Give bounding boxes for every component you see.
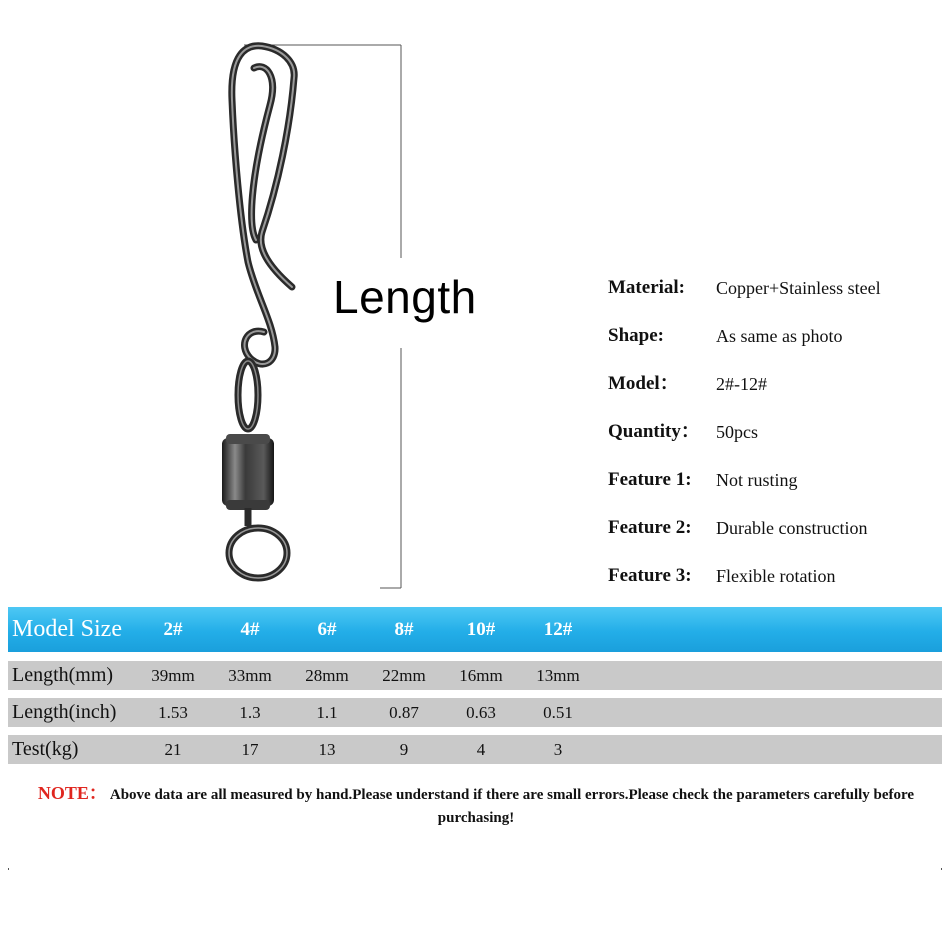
table-cell: 21 — [164, 739, 182, 759]
table-cell: 3 — [553, 739, 563, 759]
table-row-length-inch — [8, 698, 942, 727]
table-row-length-mm — [8, 661, 942, 690]
table-cell: 1.53 — [158, 702, 188, 722]
spec-value: Not rusting — [716, 470, 798, 490]
note-label: NOTE： — [37, 783, 107, 803]
edge-mark — [8, 868, 9, 870]
table-cell: 16mm — [459, 665, 503, 685]
swivel-barrel — [222, 434, 274, 510]
snap-clip — [232, 46, 294, 364]
table-cell: 4 — [476, 739, 486, 759]
table-cell: 0.51 — [543, 702, 573, 722]
table-cell: 9 — [399, 739, 409, 759]
table-row-test-kg — [8, 735, 942, 764]
note-paragraph — [10, 782, 942, 830]
header-cell: 12# — [543, 618, 573, 640]
spec-value: Copper+Stainless steel — [716, 278, 881, 298]
table-cell: 1.3 — [239, 702, 261, 722]
table-cell: 13 — [318, 739, 336, 759]
size-table-header — [8, 607, 942, 652]
table-cell: 33mm — [228, 665, 272, 685]
row-label: Length(mm) — [12, 664, 114, 686]
spec-label: Shape: — [608, 325, 664, 346]
spec-label: Feature 1: — [608, 469, 692, 490]
table-cell: 17 — [241, 739, 259, 759]
spec-value: 50pcs — [716, 422, 758, 442]
table-cell: 28mm — [305, 665, 349, 685]
spec-value: As same as photo — [716, 326, 843, 346]
table-cell: 13mm — [536, 665, 580, 685]
header-cell: 6# — [317, 618, 337, 640]
table-cell: 0.63 — [466, 702, 496, 722]
header-label: Model Size — [12, 616, 122, 642]
table-cell: 22mm — [382, 665, 426, 685]
spec-label: Feature 2: — [608, 517, 692, 538]
spec-label: Quantity： — [608, 421, 700, 442]
header-cell: 10# — [466, 618, 496, 640]
spec-value: Flexible rotation — [716, 566, 836, 586]
row-label: Length(inch) — [12, 701, 117, 723]
spec-label: Feature 3: — [608, 565, 692, 586]
header-cell: 4# — [240, 618, 260, 640]
edge-mark — [941, 868, 942, 870]
table-cell: 1.1 — [316, 702, 338, 722]
header-cell: 8# — [394, 618, 414, 640]
spec-label: Model： — [608, 373, 679, 394]
swivel-lower-ring — [229, 508, 287, 578]
length-label: Length — [333, 271, 477, 323]
row-label: Test(kg) — [12, 738, 79, 760]
header-cell: 2# — [163, 618, 183, 640]
spec-label: Material: — [608, 277, 686, 298]
table-cell: 0.87 — [389, 702, 419, 722]
swivel-upper-ring — [238, 361, 258, 429]
spec-value: Durable construction — [716, 518, 868, 538]
note-text: Above data are all measured by hand.Please understand if there are small errors.Please check the parameters carefully before purchasing! — [109, 787, 915, 826]
spec-value: 2#-12# — [716, 374, 767, 394]
table-cell: 39mm — [151, 665, 195, 685]
